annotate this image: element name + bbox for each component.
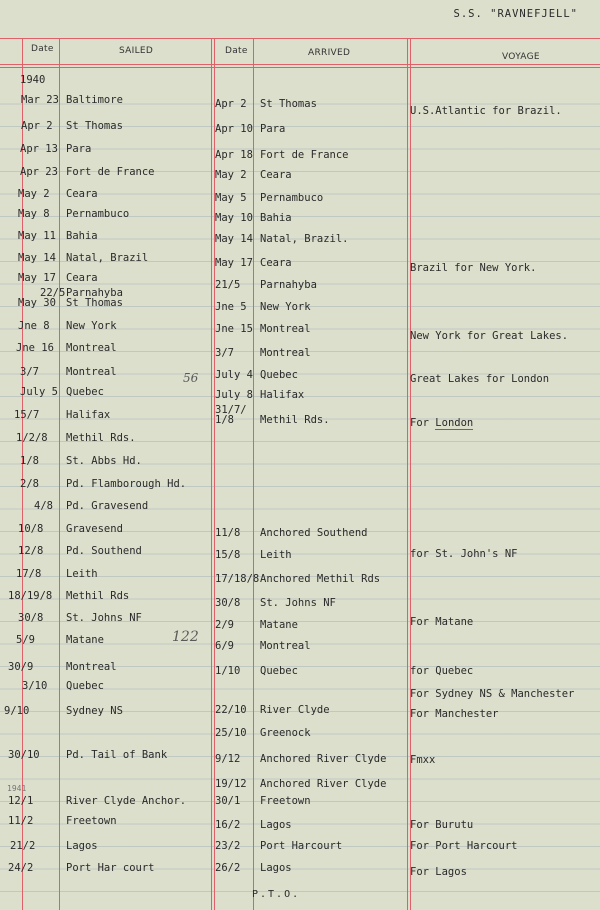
arrived-port: Lagos (260, 819, 292, 831)
arrived-port: Quebec (260, 369, 298, 381)
sailed-port: Pd. Southend (66, 545, 142, 557)
sailed-date: 30/9 (8, 661, 34, 673)
arrived-date: 2/9 (215, 619, 234, 631)
sailed-date: 11/2 (8, 815, 34, 827)
voyage-note: for Quebec (410, 665, 474, 677)
header-arrived: ARRIVED (308, 48, 351, 58)
sailed-date: Apr 2 (21, 120, 53, 132)
sailed-port: River Clyde Anchor. (66, 795, 187, 807)
sailed-date: Apr 13 (20, 143, 58, 155)
sailed-port: Pernambuco (66, 208, 130, 220)
voyage-note: Great Lakes for London (410, 373, 550, 385)
arrived-port: Greenock (260, 727, 311, 739)
sailed-port: Pd. Flamborough Hd. (66, 478, 187, 490)
sailed-port: Para (66, 143, 92, 155)
arrived-date: 30/8 (215, 597, 241, 609)
rule-voyage (410, 38, 411, 910)
sailed-date: Apr 23 (20, 166, 58, 178)
sailed-port: Methil Rds. (66, 432, 136, 444)
arrived-port: Ceara (260, 169, 292, 181)
header-sailed-date: Date (31, 44, 54, 54)
arrived-port: River Clyde (260, 704, 330, 716)
header-voyage: VOYAGE (502, 52, 540, 62)
voyage-note: For Burutu (410, 819, 474, 831)
header-sailed: SAILED (119, 46, 154, 56)
sailed-port: Quebec (66, 680, 104, 692)
sailed-port: Baltimore (66, 94, 123, 106)
voyage-note: For Sydney NS & Manchester (410, 688, 575, 700)
arrived-port: Freetown (260, 795, 311, 807)
sailed-date: 30/8 (18, 612, 44, 624)
arrived-port: Halifax (260, 389, 305, 401)
arrived-port: New York (260, 301, 311, 313)
arrived-date: 9/12 (215, 753, 241, 765)
arrived-date: 19/12 (215, 778, 247, 790)
sailed-date: Mar 23 (21, 94, 59, 106)
voyage-note: For Port Harcourt (410, 840, 518, 852)
sailed-port: Matane (66, 634, 104, 646)
page-turn-note: P.T.O. (252, 889, 301, 900)
voyage-note: For Manchester (410, 708, 499, 720)
sailed-date: July 5 (20, 386, 58, 398)
arrived-port: Fort de France (260, 149, 349, 161)
arrived-date: July 4 (215, 369, 253, 381)
sailed-port: Port Har court (66, 862, 155, 874)
sailed-date: 3/10 (22, 680, 48, 692)
sailed-date: May 17 (18, 272, 56, 284)
arrived-date: 23/2 (215, 840, 241, 852)
arrived-date: 3/7 (215, 347, 234, 359)
arrived-port: Ceara (260, 257, 292, 269)
sailed-port: St. Johns NF (66, 612, 142, 624)
arrived-date: 22/10 (215, 704, 247, 716)
sailed-date: 3/7 (20, 366, 39, 378)
sailed-date: 4/8 (34, 500, 53, 512)
arrived-date: 31/7/ (215, 404, 247, 416)
arrived-date: Apr 2 (215, 98, 247, 110)
arrived-port: Anchored Southend (260, 527, 368, 539)
rule-header-bottom-a (0, 64, 600, 65)
voyage-note: For Lagos (410, 866, 467, 878)
voyage-note: for St. John's NF (410, 548, 518, 560)
voyage-note: Fmxx (410, 754, 436, 766)
sailed-date: May 2 (18, 188, 50, 200)
arrived-port: Montreal (260, 347, 311, 359)
sailed-port: Ceara (66, 188, 98, 200)
arrived-port: Montreal (260, 640, 311, 652)
arrived-port: Methil Rds. (260, 414, 330, 426)
sailed-port: Pd. Tail of Bank (66, 749, 168, 761)
arrived-date: July 8 (215, 389, 253, 401)
arrived-port: Matane (260, 619, 298, 631)
arrived-date: 6/9 (215, 640, 234, 652)
sailed-date: 12/8 (18, 545, 44, 557)
sailed-date: 12/1 (8, 795, 34, 807)
year-label: 1940 (20, 74, 46, 86)
arrived-date: 16/2 (215, 819, 241, 831)
sailed-port: Fort de France (66, 166, 155, 178)
sailed-date: May 14 (18, 252, 56, 264)
arrived-port: Pernambuco (260, 192, 324, 204)
sailed-date: May 30 (18, 297, 56, 309)
arrived-port: Anchored River Clyde (260, 753, 387, 765)
sailed-date: 2/8 (20, 478, 39, 490)
sailed-date: Jne 16 (16, 342, 54, 354)
sailed-port: Ceara (66, 272, 98, 284)
arrived-date: May 2 (215, 169, 247, 181)
sailed-port: Freetown (66, 815, 117, 827)
arrived-date: Jne 5 (215, 301, 247, 313)
sailed-date: May 8 (18, 208, 50, 220)
arrived-port: Port Harcourt (260, 840, 343, 852)
sailed-date: Jne 8 (18, 320, 50, 332)
pencil-mark: 56 (183, 371, 199, 385)
sailed-port: Natal, Brazil (66, 252, 149, 264)
arrived-port: St Thomas (260, 98, 317, 110)
voyage-note: U.S.Atlantic for Brazil. (410, 105, 562, 117)
arrived-port: Quebec (260, 665, 298, 677)
sailed-port: Methil Rds (66, 590, 130, 602)
sailed-port: Parnahyba (66, 287, 123, 299)
arrived-port: Anchored River Clyde (260, 778, 387, 790)
sailed-port: Gravesend (66, 523, 123, 535)
rule-sailed-place-a (211, 38, 212, 910)
sailed-port: St Thomas (66, 297, 123, 309)
voyage-note: Brazil for New York. (410, 262, 537, 274)
sailed-port: Bahia (66, 230, 98, 242)
sailed-port: Montreal (66, 366, 117, 378)
sailed-date: 1/2/8 (16, 432, 48, 444)
arrived-date: 25/10 (215, 727, 247, 739)
arrived-port: Natal, Brazil. (260, 233, 349, 245)
sailed-date: 17/8 (16, 568, 42, 580)
arrived-date: 21/5 (215, 279, 241, 291)
sailed-port: New York (66, 320, 117, 332)
sailed-date: 22/5 (40, 287, 66, 299)
sailed-date: 24/2 (8, 862, 34, 874)
header-arrived-date: Date (225, 46, 248, 56)
sailed-port: Leith (66, 568, 98, 580)
arrived-date: May 5 (215, 192, 247, 204)
voyage-note: New York for Great Lakes. (410, 330, 569, 342)
arrived-date: May 14 (215, 233, 253, 245)
sailed-date: 10/8 (18, 523, 44, 535)
rule-arrived-date (253, 38, 254, 910)
ship-title: S.S. "RAVNEFJELL" (453, 8, 578, 20)
rule-header-bottom-b (0, 67, 600, 68)
sailed-date: 15/7 (14, 409, 40, 421)
arrived-date: Apr 18 (215, 149, 253, 161)
sailed-date: 18/19/8 (8, 590, 53, 602)
arrived-date: Apr 10 (215, 123, 253, 135)
arrived-date: 17/18/8 (215, 573, 260, 585)
voyage-note: For Matane (410, 616, 474, 628)
arrived-port: Lagos (260, 862, 292, 874)
rule-arrived-place (407, 38, 408, 910)
sailed-date: 30/10 (8, 749, 40, 761)
arrived-date: 30/1 (215, 795, 241, 807)
arrived-port: Montreal (260, 323, 311, 335)
sailed-port: St Thomas (66, 120, 123, 132)
arrived-date: 1/10 (215, 665, 241, 677)
pencil-mark: 122 (172, 629, 199, 645)
sailed-port: Lagos (66, 840, 98, 852)
arrived-date: 11/8 (215, 527, 241, 539)
rule-header-top (0, 38, 600, 39)
sailed-port: Montreal (66, 342, 117, 354)
sailed-port: Halifax (66, 409, 111, 421)
arrived-port: Para (260, 123, 286, 135)
arrived-port: Bahia (260, 212, 292, 224)
sailed-port: Quebec (66, 386, 104, 398)
year-label-1941: 1941 (7, 784, 27, 793)
voyage-note (410, 417, 473, 429)
arrived-date: Jne 15 (215, 323, 253, 335)
sailed-port: Montreal (66, 661, 117, 673)
arrived-date: May 10 (215, 212, 253, 224)
sailed-date: 21/2 (10, 840, 36, 852)
arrived-port: St. Johns NF (260, 597, 336, 609)
sailed-port: St. Abbs Hd. (66, 455, 142, 467)
sailed-date: 5/9 (16, 634, 35, 646)
sailed-date: May 11 (18, 230, 56, 242)
sailed-date: 9/10 (4, 705, 30, 717)
arrived-port: Leith (260, 549, 292, 561)
arrived-port: Anchored Methil Rds (260, 573, 381, 585)
rule-sailed-date (59, 38, 60, 910)
arrived-date: 15/8 (215, 549, 241, 561)
arrived-date: 1/8 (215, 414, 234, 426)
arrived-date: 26/2 (215, 862, 241, 874)
sailed-port: Pd. Gravesend (66, 500, 149, 512)
voyage-note-prefix: For (410, 417, 436, 429)
voyage-note-destination: London (435, 417, 474, 429)
sailed-date: 1/8 (20, 455, 39, 467)
sailed-port: Sydney NS (66, 705, 123, 717)
arrived-date: May 17 (215, 257, 253, 269)
arrived-port: Parnahyba (260, 279, 317, 291)
